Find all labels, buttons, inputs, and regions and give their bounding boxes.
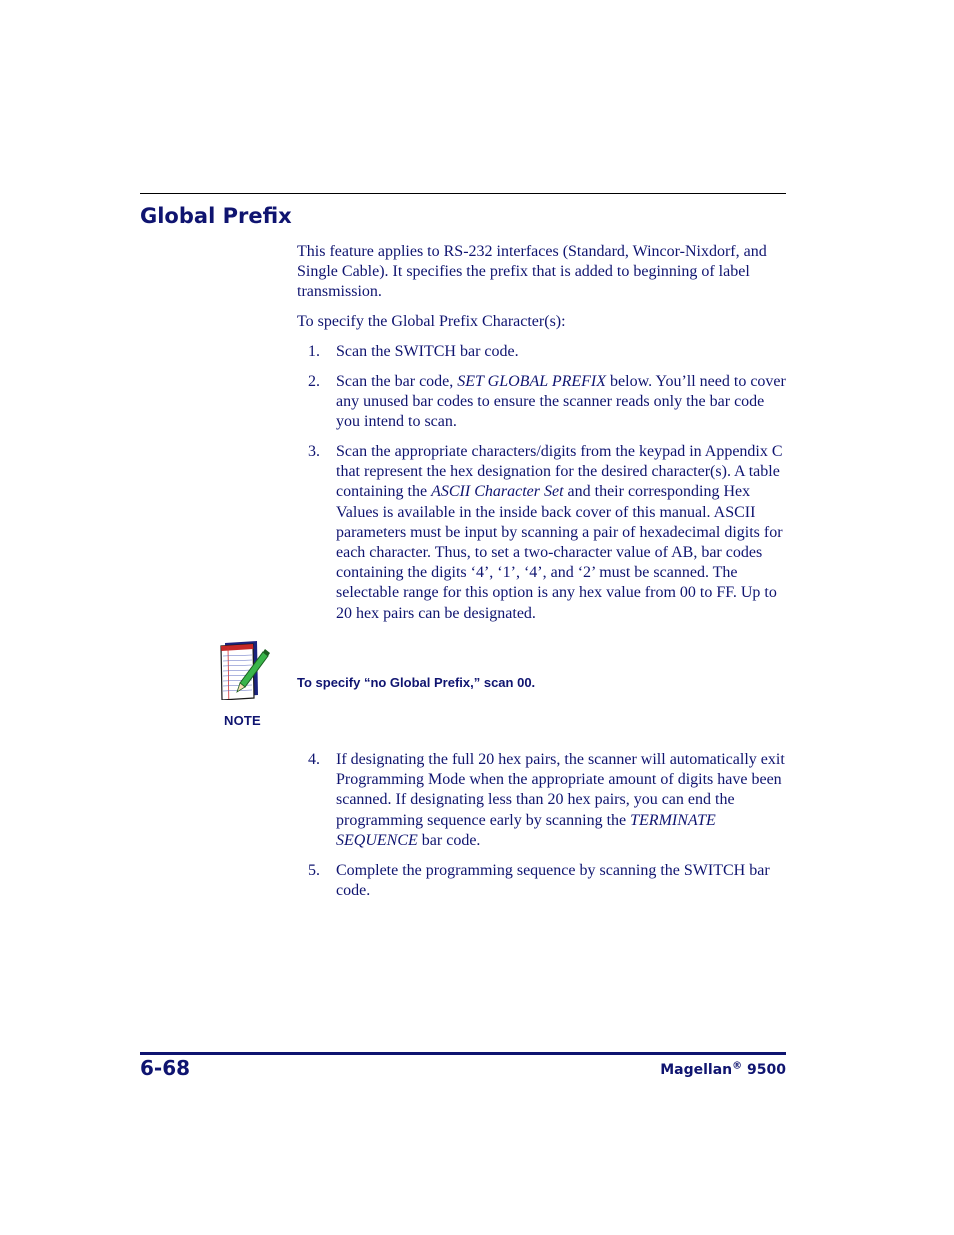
footer-rule — [140, 1052, 786, 1055]
step-text: Scan the appropriate characters/digits from the keypad in Appendix C that represent the hex designation for the desired character(s). A table containing the ASCII Character Set and their corresponding Hex Values is available in the inside back cover of this manual. ASCII parameters must be input by scanning a pair of hexadecimal digits for each character. Thus, to set a two-character value of AB, bar codes containing the digits ‘4’, ‘1’, ‘4’, and ‘2’ must be scanned. The selectable range for this option is any hex value from 00 to FF. Up to 20 hex pairs can be designated. — [336, 443, 783, 622]
note-label: NOTE — [224, 713, 261, 728]
emphasis-ascii-character-set: ASCII Character Set — [431, 483, 564, 501]
section-title: Global Prefix — [140, 204, 292, 228]
step-text: Scan the bar code, SET GLOBAL PREFIX below. You’ll need to cover any unused bar codes to ensure the scanner reads only the bar code you intend to scan. — [336, 373, 786, 431]
step-number: 4. — [308, 751, 320, 768]
step-number: 5. — [308, 862, 320, 879]
step-number: 2. — [308, 373, 320, 390]
step-text: Scan the SWITCH bar code. — [336, 343, 519, 360]
step-number: 3. — [308, 443, 320, 460]
registered-mark: ® — [732, 1060, 743, 1072]
step-text: Complete the programming sequence by scanning the SWITCH bar code. — [336, 862, 770, 900]
step-text: If designating the full 20 hex pairs, the scanner will automatically exit Programming Mode when the appropriate amount of digits have been scanned. If designating less than 20 hex pairs, you can end the programming sequence early by scanning the TERMINATE SEQUENCE bar code. — [336, 751, 785, 849]
note-text: To specify “no Global Prefix,” scan 00. — [297, 675, 536, 690]
emphasis-terminate-sequence: TERMINATE SEQUENCE — [336, 811, 716, 849]
page-number: 6-68 — [140, 1056, 191, 1080]
notepad-pencil-icon — [217, 640, 271, 700]
emphasis-set-global-prefix: SET GLOBAL PREFIX — [457, 373, 607, 390]
step-number: 1. — [308, 343, 320, 360]
intro-paragraph: This feature applies to RS-232 interfaces (Standard, Wincor-Nixdorf, and Single Cable). It specifies the prefix that is added to beginning of label transmission. — [297, 243, 767, 301]
lead-paragraph: To specify the Global Prefix Character(s): — [297, 313, 566, 330]
footer-product-name: Magellan® 9500 — [660, 1060, 786, 1078]
header-rule — [140, 193, 786, 194]
